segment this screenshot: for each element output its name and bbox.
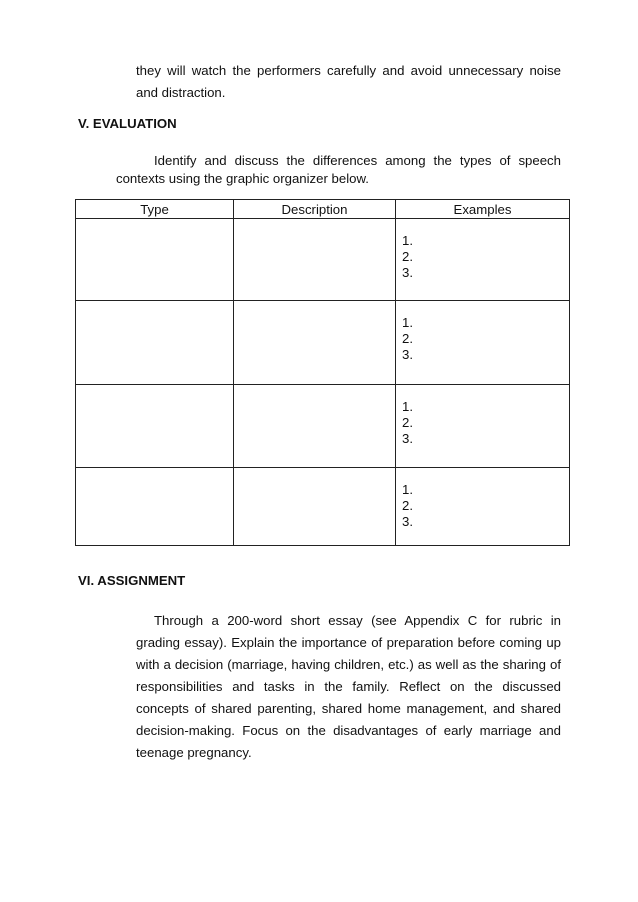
examples-list (396, 468, 569, 530)
table-row (76, 219, 570, 301)
example-item: 1. (402, 482, 413, 497)
table-header-row (76, 200, 570, 219)
type-cell[interactable] (76, 219, 234, 301)
example-item: 1. (402, 399, 413, 414)
examples-cell[interactable] (396, 385, 570, 468)
examples-cell[interactable] (396, 219, 570, 301)
description-cell[interactable] (234, 301, 396, 385)
description-cell[interactable] (234, 468, 396, 546)
assignment-paragraph: Through a 200-word short essay (see Appendix C for rubric in grading essay). Explain the importance of preparation before coming up with a decision (marriage, having children, etc.) as well as the sharing of responsibilities and tasks in the family. Reflect on the discussed concepts of shared parenting, shared home management, and shared decision-making. Focus on the disadvantages of early marriage and teenage pregnancy. (136, 613, 561, 760)
example-item: 2. (402, 331, 413, 346)
description-cell[interactable] (234, 219, 396, 301)
examples-list (396, 301, 569, 363)
examples-list (396, 219, 569, 281)
example-item: 1. (402, 315, 413, 330)
type-cell[interactable] (76, 468, 234, 546)
type-cell[interactable] (76, 301, 234, 385)
assignment-heading: VI. ASSIGNMENT (78, 573, 186, 588)
table-row (76, 301, 570, 385)
table-row (76, 468, 570, 546)
example-item: 2. (402, 415, 413, 430)
example-item: 3. (402, 514, 413, 529)
example-item: 1. (402, 233, 413, 248)
examples-cell[interactable] (396, 468, 570, 546)
example-item: 2. (402, 498, 413, 513)
examples-cell[interactable] (396, 301, 570, 385)
graphic-organizer-table (75, 199, 570, 546)
description-cell[interactable] (234, 385, 396, 468)
column-header-examples: Examples (396, 200, 570, 219)
table-row (76, 385, 570, 468)
example-item: 3. (402, 347, 413, 362)
continuation-paragraph: they will watch the performers carefully and avoid unnecessary noise and distraction. (136, 63, 561, 100)
example-item: 3. (402, 431, 413, 446)
column-header-type: Type (76, 200, 234, 219)
examples-list (396, 385, 569, 447)
evaluation-heading: V. EVALUATION (78, 116, 177, 131)
example-item: 3. (402, 265, 413, 280)
evaluation-instruction: Identify and discuss the differences among the types of speech contexts using the graphic organizer below. (116, 153, 561, 186)
type-cell[interactable] (76, 385, 234, 468)
example-item: 2. (402, 249, 413, 264)
column-header-description: Description (234, 200, 396, 219)
